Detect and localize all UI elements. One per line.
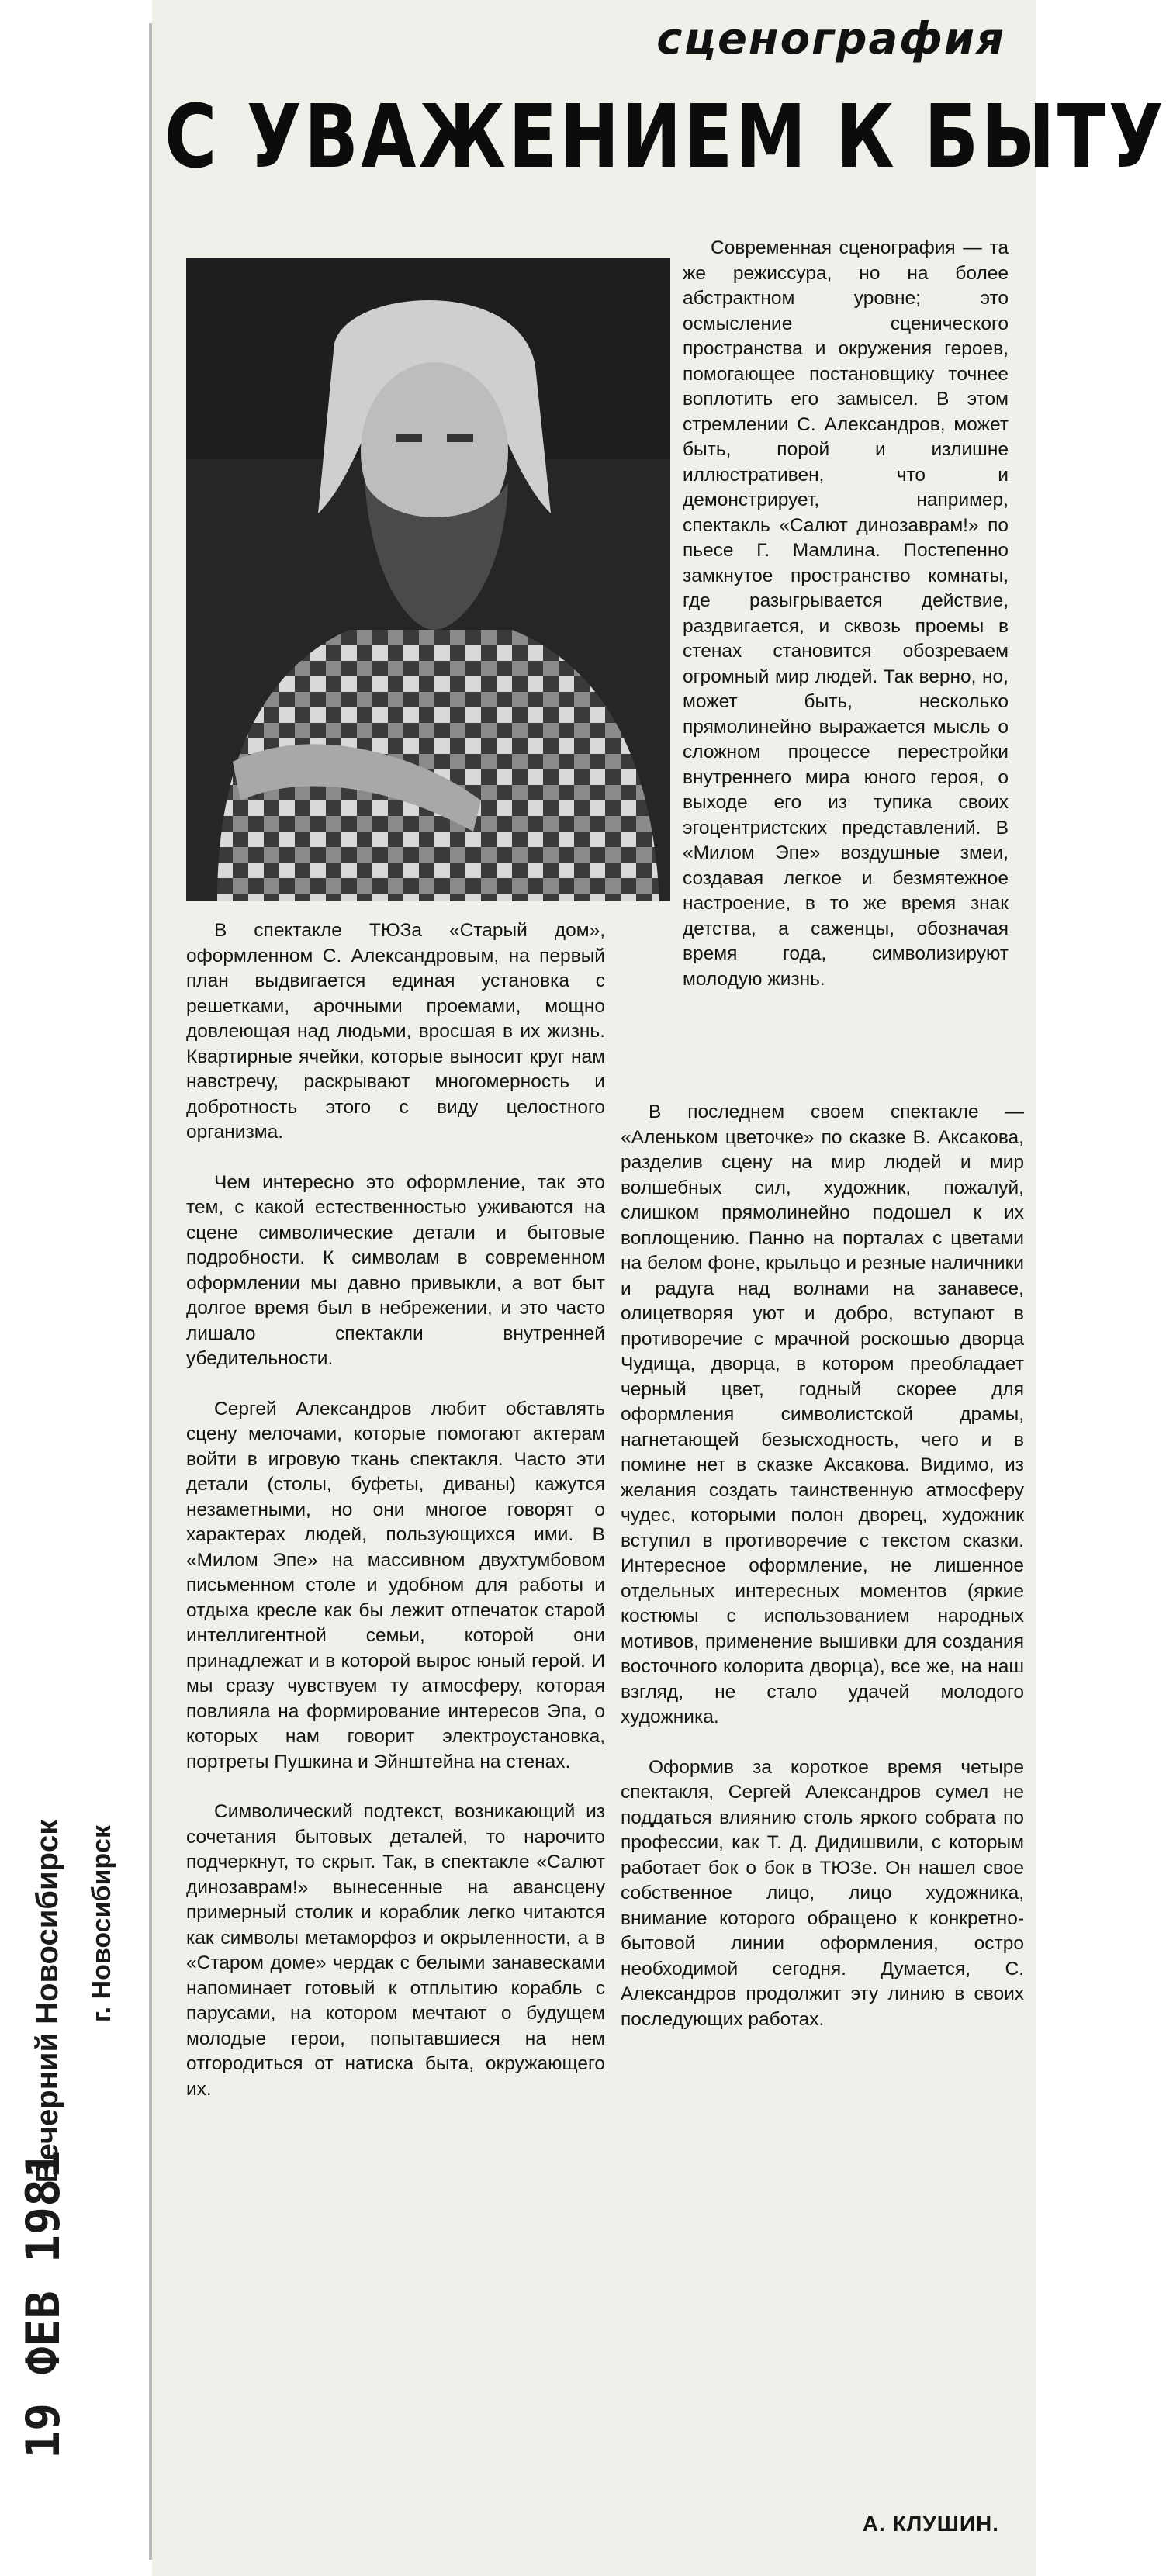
paragraph: Символический подтекст, возникающий из сочетания бытовых деталей, то нарочито подчеркнут, то скрыт. Так, в спектакле «Салют динозаврам!» вынесенные на авансцену примерный столик и кораблик легко читаются как символы метаморфоз и окрыленности, а в «Старом доме» чердак с белыми занавесками напоминает готовый к отплытию корабль с парусами, на котором мечтают о будущем молодые герои, попытавшиеся на нем отгородиться от натиска быта, окружающего их. (186, 1801, 605, 2100)
paragraph: В последнем своем спектакле — «Аленьком цветочке» по сказке В. Аксакова, разделив сцену на мир людей и мир волшебных сил, художник, пожалуй, слишком прямолинейно подошел к их воплощению. Панно на порталах с цветами на белом фоне, крыльцо и резные наличники и радуга над волнами на занавесе, олицетворяя уют и добро, вступают в противоречие с мрачной роскошью дворца Чудища, дворца, в котором преобладает черный цвет, годный скорее для оформления символистской драмы, нагнетающей безысходность, чего и в помине нет в сказке Аксакова. Видимо, из желания создать таинственную атмосферу чудес, которыми полон дворец, художник вступил в противоречие с текстом сказки. Интересное оформление, не лишенное отдельных интересных моментов (яркие костюмы с использованием народных мотивов, применение вышивки для создания восточного колорита дворца), все же, на наш взгляд, не стало удачей молодого художника. (621, 1101, 1024, 1727)
stamp-date: 19 ФЕВ 1981 (16, 2150, 71, 2459)
paragraph: В спектакле ТЮЗа «Старый дом», оформленном С. Александровым, на первый план выдвигается единая установка с решетками, арочными проемами, мощно довлеющая над людьми, вросшая в их жизнь. Квартирные ячейки, которые выносит круг нам навстречу, раскрывают многомерность и добротность этого с виду целостного организма. (186, 920, 605, 1143)
newspaper-clipping (152, 0, 1166, 2576)
author-signature: А. КЛУШИН. (862, 2512, 999, 2536)
portrait-photo (186, 258, 670, 901)
stamp-newspaper: Вечерний Новосибирск (30, 1819, 64, 2184)
section-rubric: сценография (656, 14, 1005, 64)
paragraph: Чем интересно это оформление, так это тем, с какой естественностью уживаются на сцене символические детали и бытовые подробности. К символам в современном оформлении мы давно привыкли, а вот быт долгое время был в небрежении, и это часто лишало спектакли внутренней убедительности. (186, 1171, 605, 1369)
paragraph: Сергей Александров любит обставлять сцену мелочами, которые помогают актерам войти в игровую ткань спектакля. Часто эти детали (столы, буфеты, диваны) кажутся незаметными, но они многое говорят о характерах людей, пользующихся ими. В «Милом Эпе» на массивном двухтумбовом письменном столе и удобном для работы и отдыха кресле как бы лежит отпечаток старой интеллигентной семьи, которой они принадлежат и в которой вырос юный герой. И мы сразу чувствуем ту атмосферу, которая повлияла на формирование интересов Эпа, о которых нам говорит электроустановка, портреты Пушкина и Эйнштейна на стенах. (186, 1398, 605, 1772)
article-headline: С УВАЖЕНИЕМ К БЫТУ (164, 87, 1166, 188)
paragraph: Оформив за короткое время четыре спектакля, Сергей Александров сумел не поддаться влиянию столь яркого собрата по профессии, как Т. Д. Дидишвили, с которым работает бок о бок в ТЮЗе. Он нашел свое собственное лицо, лицо художника, внимание которого обращено к конкретно-бытовой линии оформления, остро необходимой сегодня. Думается, С. Александров продолжит эту линию в своих последующих работах. (621, 1756, 1024, 2030)
article-column-right-bottom (621, 1100, 1024, 2057)
paragraph: Современная сценография — та же режиссура, но на более абстрактном уровне; это осмысление сценического пространства и окружения героев, помогающее постановщику точнее воплотить его замысел. В этом стремлении С. Александров, может быть, порой и излишне иллюстративен, что и демонстрирует, например, спектакль «Салют динозаврам!» по пьесе Г. Мамлина. Постепенно замкнутое пространство комнаты, где разыгрывается действие, раздвигается, и сквозь проемы в стенах становится обозреваем огромный мир людей. Так верно, но, может быть, несколько прямолинейно выражается мысль о сложном процессе перестройки внутреннего мира юного героя, о выходе его из тупика своих эгоцентристских представлений. В «Милом Эпе» воздушные змеи, создавая легкое и безмятежное настроение, в то же время знак детства, а саженцы, обозначая время года, символизируют молодую жизнь. (683, 237, 1009, 990)
article-column-left (186, 918, 605, 2127)
archive-stamp (11, 1520, 151, 2490)
stamp-city: г. Новосибирск (87, 1824, 116, 2023)
article-column-right-top (683, 236, 1009, 1017)
